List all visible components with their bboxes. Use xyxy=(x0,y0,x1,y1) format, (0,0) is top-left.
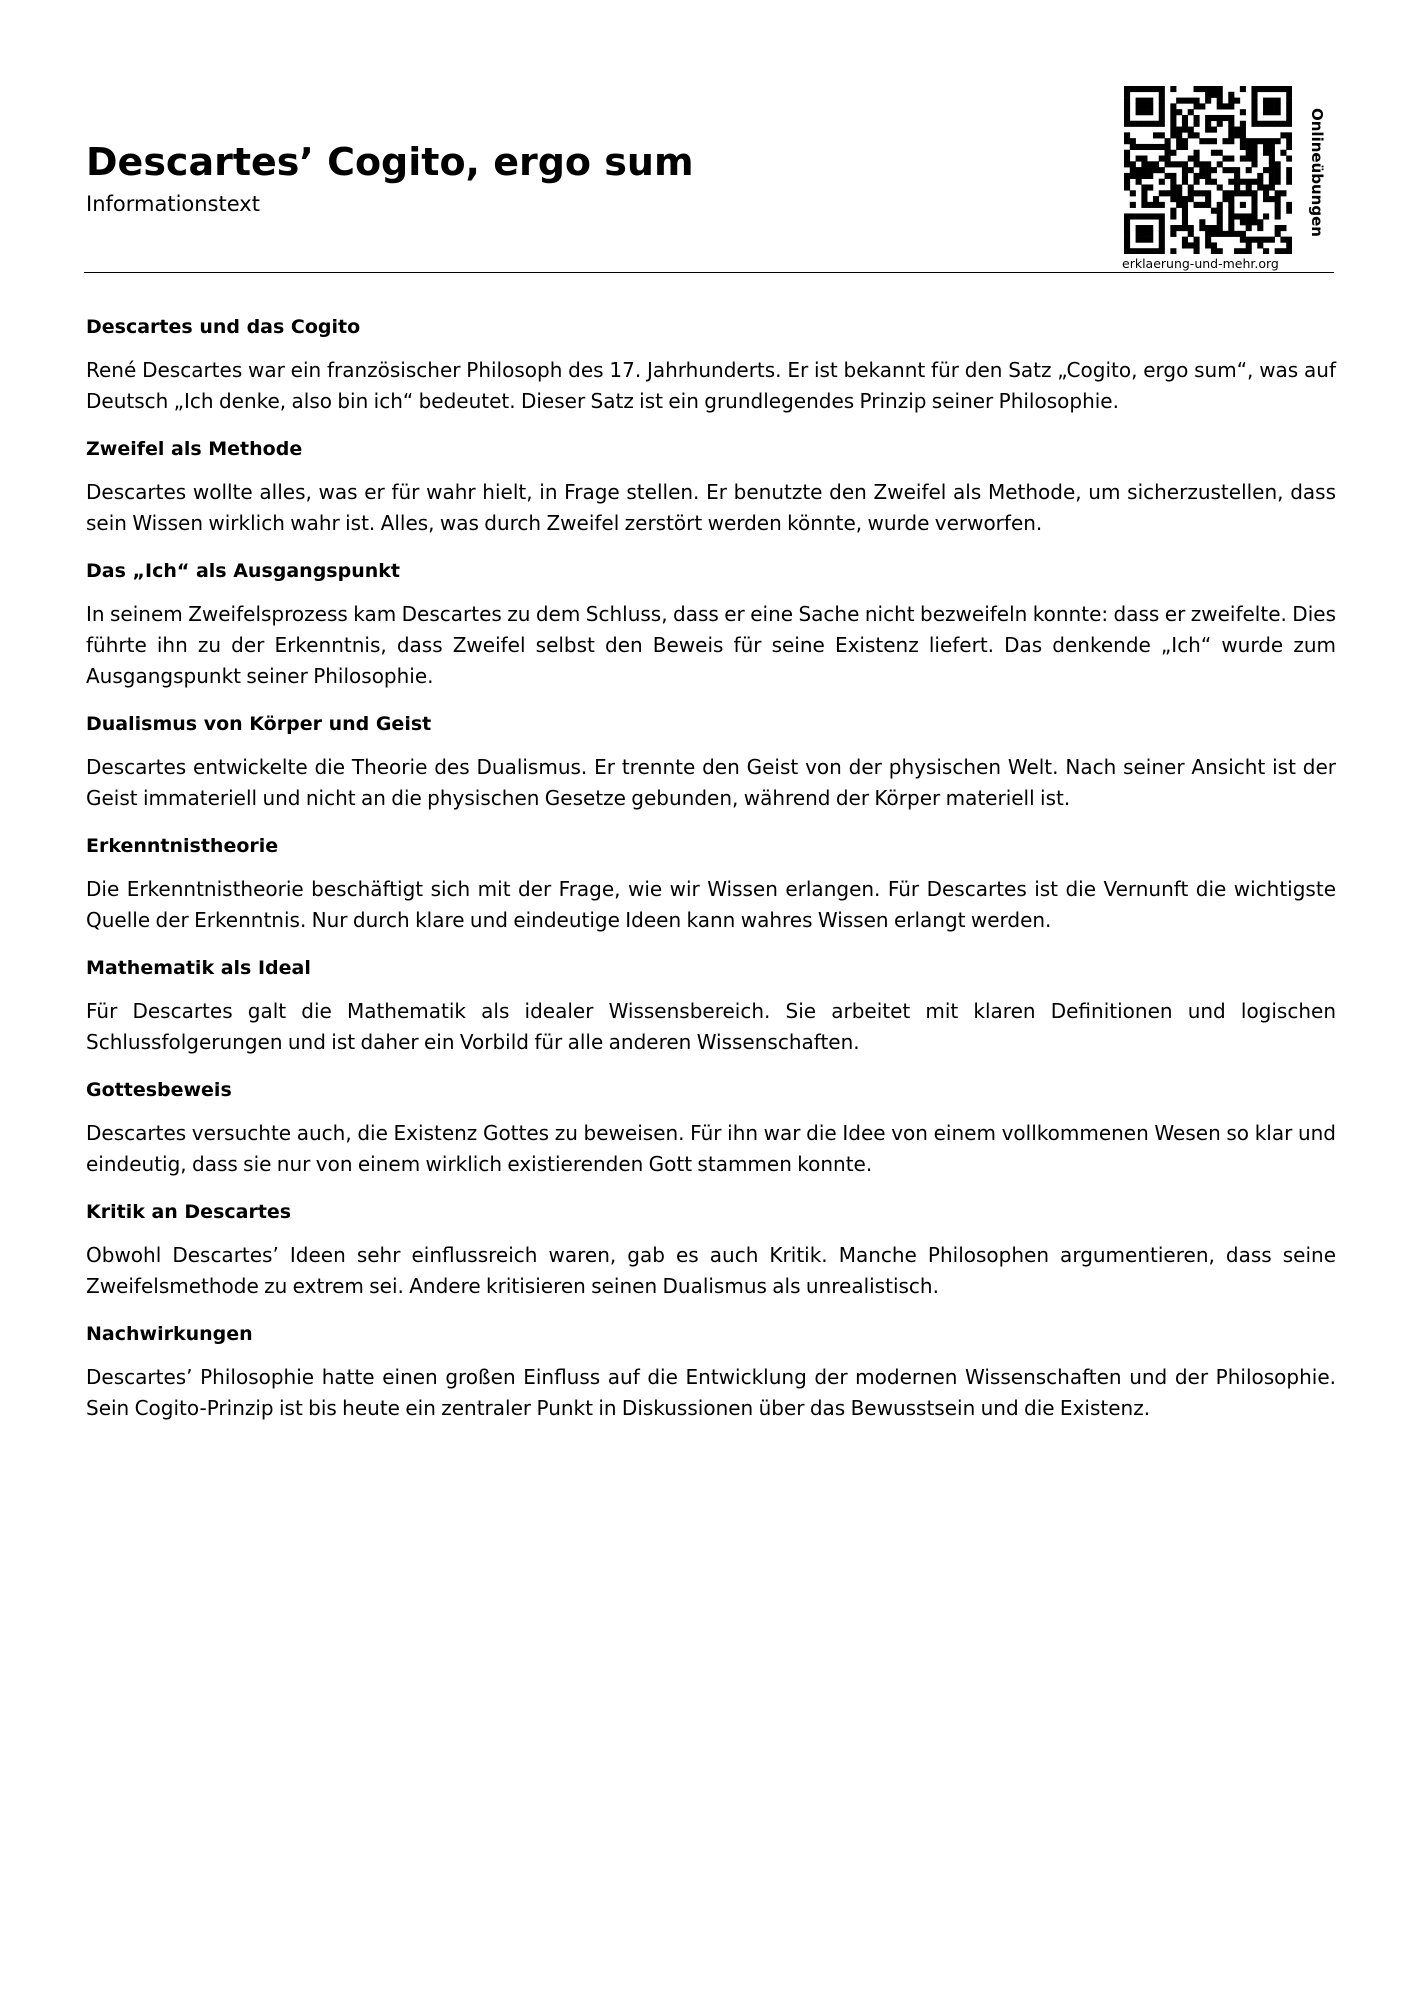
section xyxy=(86,559,1336,692)
online-exercises-label: Onlineübungen xyxy=(1308,108,1326,237)
section-heading: Nachwirkungen xyxy=(86,1323,253,1345)
section xyxy=(86,315,1336,417)
section xyxy=(86,437,1336,539)
section-paragraph: Für Descartes galt die Mathematik als idealer Wissensbereich. Sie arbeitet mit klaren Definitionen und logischen Schlussfolgerungen und ist daher ein Vorbild für alle anderen Wissenschaften. xyxy=(86,999,1336,1054)
section xyxy=(86,1078,1336,1180)
qr-code-icon[interactable] xyxy=(1124,86,1292,254)
section-paragraph: Descartes’ Philosophie hatte einen großen Einfluss auf die Entwicklung der modernen Wissenschaften und der Philosophie. Sein Cogito-Prinzip ist bis heute ein zentraler Punkt in Diskussionen über das Bewusstsein und die Existenz. xyxy=(86,1365,1336,1420)
page-title: Descartes’ Cogito, ergo sum xyxy=(86,140,694,184)
section xyxy=(86,1200,1336,1302)
header-divider xyxy=(84,272,1334,273)
section xyxy=(86,956,1336,1058)
section-heading: Zweifel als Methode xyxy=(86,438,303,460)
section-paragraph: René Descartes war ein französischer Philosoph des 17. Jahrhunderts. Er ist bekannt für den Satz „Cogito, ergo sum“, was auf Deutsch „Ich denke, also bin ich“ bedeutet. Dieser Satz ist ein grundlegendes Prinzip seiner Philosophie. xyxy=(86,358,1336,413)
content-body xyxy=(86,315,1336,1444)
section-paragraph: Die Erkenntnistheorie beschäftigt sich mit der Frage, wie wir Wissen erlangen. Für Descartes ist die Vernunft die wichtigste Quelle der Erkenntnis. Nur durch klare und eindeutige Ideen kann wahres Wissen erlangt werden. xyxy=(86,877,1336,932)
section-paragraph: Descartes versuchte auch, die Existenz Gottes zu beweisen. Für ihn war die Idee von einem vollkommenen Wesen so klar und eindeutig, dass sie nur von einem wirklich existierenden Gott stammen konnte. xyxy=(86,1121,1336,1176)
section-heading: Kritik an Descartes xyxy=(86,1201,292,1223)
page-subtitle: Informationstext xyxy=(86,192,260,216)
section-paragraph: In seinem Zweifelsprozess kam Descartes zu dem Schluss, dass er eine Sache nicht bezweifeln konnte: dass er zweifelte. Dies führte ihn zu der Erkenntnis, dass Zweifel selbst den Beweis für seine Existenz liefert. Das denkende „Ich“ wurde zum Ausgangspunkt seiner Philosophie. xyxy=(86,602,1336,688)
section xyxy=(86,1322,1336,1424)
section xyxy=(86,712,1336,814)
section xyxy=(86,834,1336,936)
section-paragraph: Descartes wollte alles, was er für wahr hielt, in Frage stellen. Er benutzte den Zweifel als Methode, um sicherzustellen, dass sein Wissen wirklich wahr ist. Alles, was durch Zweifel zerstört werden könnte, wurde verworfen. xyxy=(86,480,1336,535)
section-heading: Gottesbeweis xyxy=(86,1079,232,1101)
section-heading: Descartes und das Cogito xyxy=(86,316,361,338)
section-heading: Dualismus von Körper und Geist xyxy=(86,713,432,735)
website-url[interactable]: erklaerung-und-mehr.org xyxy=(1122,256,1279,271)
section-heading: Das „Ich“ als Ausgangspunkt xyxy=(86,560,400,582)
section-heading: Mathematik als Ideal xyxy=(86,957,311,979)
section-heading: Erkenntnistheorie xyxy=(86,835,279,857)
section-paragraph: Obwohl Descartes’ Ideen sehr einflussreich waren, gab es auch Kritik. Manche Philosophen argumentieren, dass seine Zweifelsmethode zu extrem sei. Andere kritisieren seinen Dualismus als unrealistisch. xyxy=(86,1243,1336,1298)
section-paragraph: Descartes entwickelte die Theorie des Dualismus. Er trennte den Geist von der physischen Welt. Nach seiner Ansicht ist der Geist immateriell und nicht an die physischen Gesetze gebunden, während der Körper materiell ist. xyxy=(86,755,1336,810)
